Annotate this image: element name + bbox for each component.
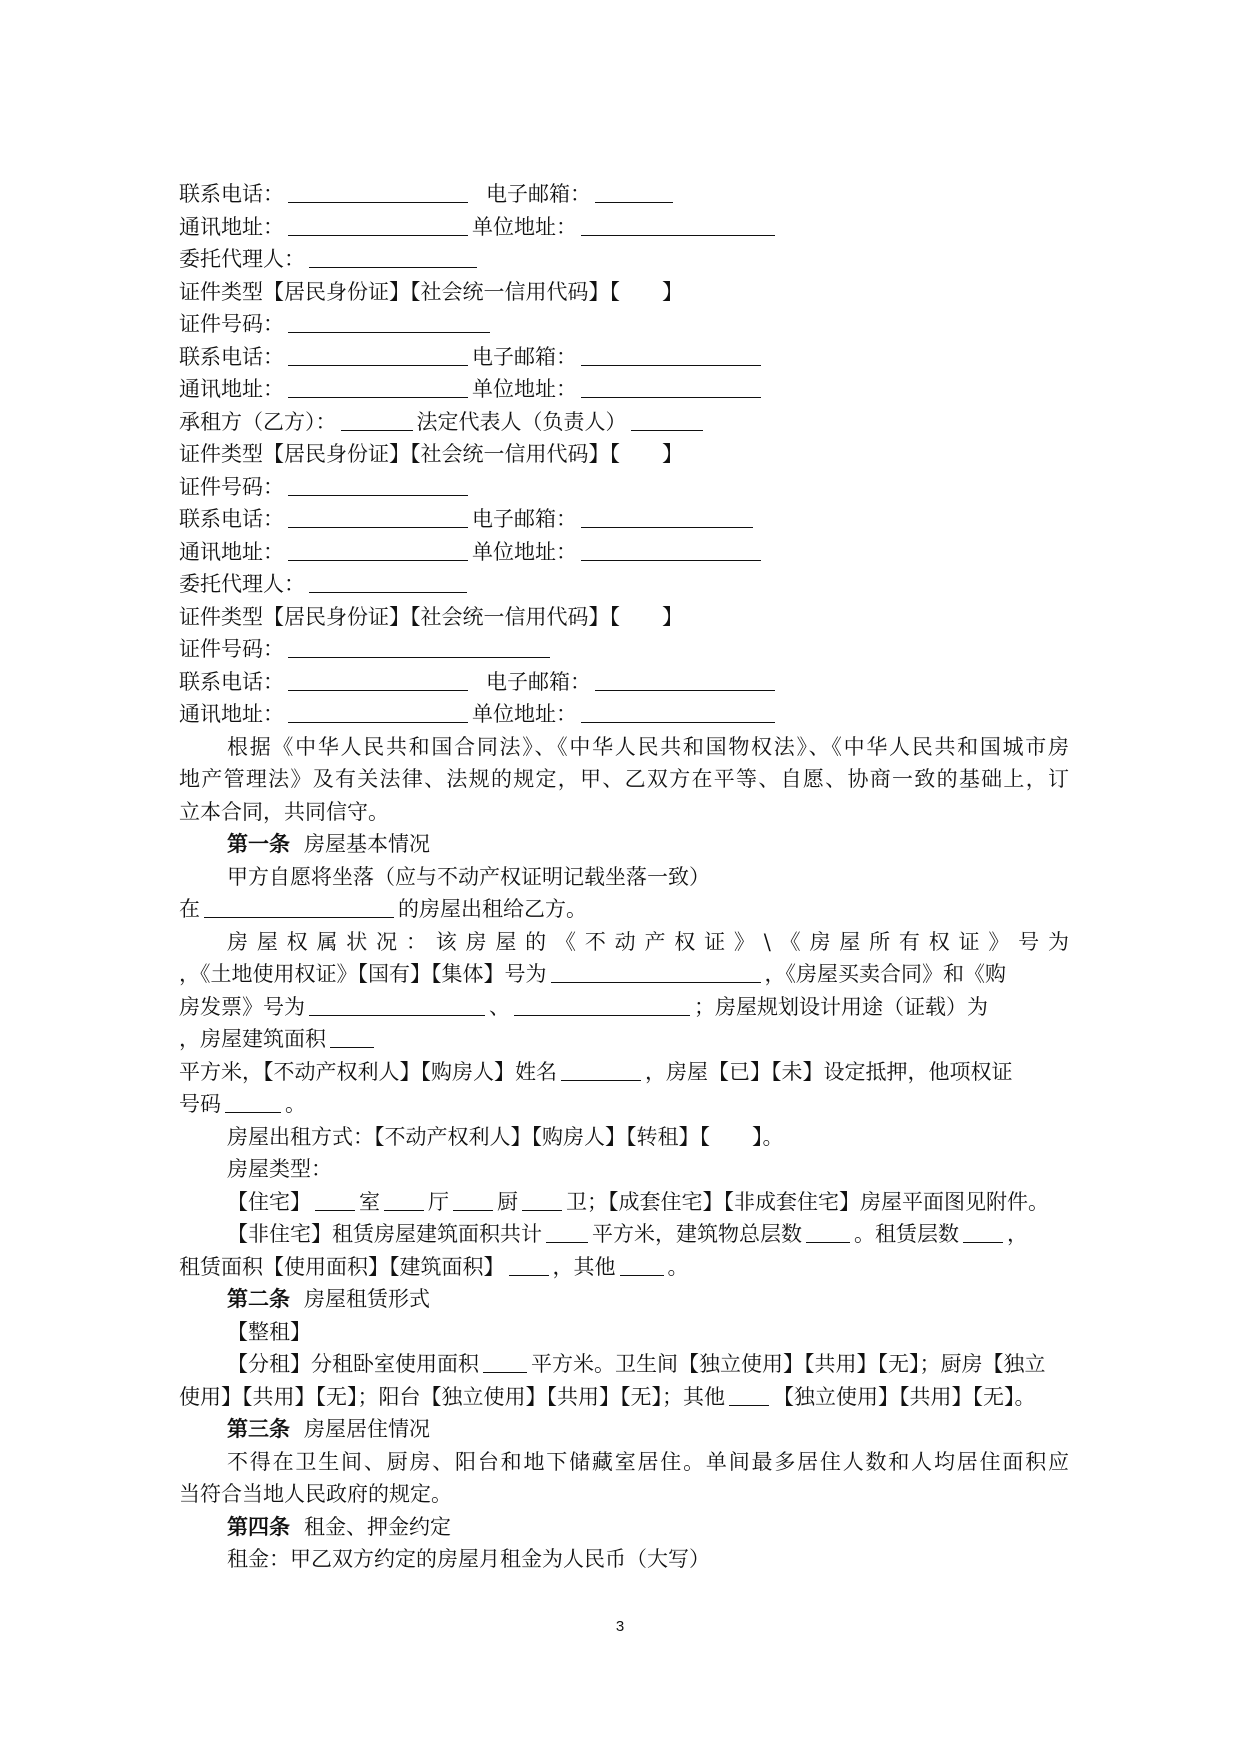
right-cert-no-blank[interactable] bbox=[225, 1091, 281, 1113]
property-location-blank[interactable] bbox=[204, 896, 394, 918]
contract-no-blank[interactable] bbox=[309, 994, 485, 1016]
bedroom-area-blank[interactable] bbox=[483, 1351, 527, 1373]
halls-blank[interactable] bbox=[384, 1189, 424, 1211]
kitchens-blank[interactable] bbox=[453, 1189, 493, 1211]
intro-line-3: 立本合同，共同信守。 bbox=[179, 799, 389, 824]
cert-no-blank[interactable] bbox=[288, 311, 490, 333]
total-floors-blank[interactable] bbox=[806, 1221, 850, 1243]
agent-contact-line: 联系电话： 电子邮箱： bbox=[179, 341, 1069, 374]
lessee-rep-blank[interactable] bbox=[631, 409, 703, 431]
art2-whole-rent: 【整租】 bbox=[227, 1319, 311, 1344]
land-cert-no-blank[interactable] bbox=[551, 961, 761, 983]
email-blank[interactable] bbox=[581, 344, 761, 366]
rent-area-blank[interactable] bbox=[546, 1221, 588, 1243]
lessee-contact-line: 联系电话： 电子邮箱： bbox=[179, 503, 1069, 536]
agent-blank[interactable] bbox=[309, 246, 477, 268]
art1-address-line: 在 的房屋出租给乙方。 bbox=[179, 897, 587, 921]
lessee-name-blank[interactable] bbox=[341, 409, 413, 431]
owner-name-blank[interactable] bbox=[561, 1059, 641, 1081]
address-blank[interactable] bbox=[288, 701, 468, 723]
cert-no-blank[interactable] bbox=[288, 474, 468, 496]
art1-area-line: ，房屋建筑面积 bbox=[179, 1023, 1069, 1056]
art1-rent-area-line: 租赁面积【使用面积】【建筑面积】 ，其他 。 bbox=[179, 1254, 689, 1279]
phone-blank[interactable] bbox=[288, 669, 468, 691]
lessee-agent-line: 委托代理人： bbox=[179, 568, 1069, 601]
phone-blank[interactable] bbox=[288, 181, 468, 203]
agent-address-line: 通讯地址： 单位地址： bbox=[179, 373, 1069, 406]
building-area-blank[interactable] bbox=[330, 1026, 374, 1048]
other-facility-blank[interactable] bbox=[729, 1384, 769, 1406]
invoice-no-blank[interactable] bbox=[514, 994, 690, 1016]
intro-line-1: 根据《中华人民共和国合同法》、《中华人民共和国物权法》、《中华人民共和国城市房 bbox=[227, 734, 1069, 759]
art2-shared-rent-line: 【分租】分租卧室使用面积 平方米。卫生间【独立使用】【共用】【无】；厨房【独立 bbox=[227, 1352, 1046, 1376]
article-3-heading: 第三条 房屋居住情况 bbox=[227, 1417, 430, 1441]
art1-type-label: 房屋类型： bbox=[227, 1157, 332, 1181]
other-blank[interactable] bbox=[620, 1254, 664, 1276]
art3-line-2: 当符合当地人民政府的规定。 bbox=[179, 1482, 452, 1506]
phone-blank[interactable] bbox=[288, 344, 468, 366]
address-blank[interactable] bbox=[288, 376, 468, 398]
lessee-agent-contact-line: 联系电话： 电子邮箱： bbox=[179, 666, 1069, 699]
art1-ownership-line: 房屋权属状况：该房屋的《不动产权证》\《房屋所有权证》号为 bbox=[227, 929, 1069, 954]
article-1-heading: 第一条 房屋基本情况 bbox=[227, 832, 430, 856]
art1-nonresidential-line: 【非住宅】租赁房屋建筑面积共计 平方米，建筑物总层数 。租赁层数 ， bbox=[227, 1222, 1028, 1246]
art1-residential-line: 【住宅】 室 厅 厨 卫；【成套住宅】【非成套住宅】房屋平面图见附件。 bbox=[227, 1189, 1049, 1214]
unit-address-blank[interactable] bbox=[581, 539, 761, 561]
unit-address-blank[interactable] bbox=[581, 214, 775, 236]
lessor-contact-line: 联系电话： 电子邮箱： bbox=[179, 178, 1069, 211]
area-type-blank[interactable] bbox=[509, 1254, 549, 1276]
lessee-cert-no-line: 证件号码： bbox=[179, 471, 1069, 504]
unit-address-blank[interactable] bbox=[581, 701, 775, 723]
lessee-agent-address-line: 通讯地址： 单位地址： bbox=[179, 698, 1069, 731]
email-blank[interactable] bbox=[581, 506, 753, 528]
contract-page bbox=[179, 178, 1069, 1576]
phone-blank[interactable] bbox=[288, 506, 468, 528]
unit-address-blank[interactable] bbox=[581, 376, 761, 398]
bathrooms-blank[interactable] bbox=[522, 1189, 562, 1211]
cert-no-blank[interactable] bbox=[288, 636, 550, 658]
lessor-agent-line: 委托代理人： bbox=[179, 243, 1069, 276]
email-blank[interactable] bbox=[595, 669, 775, 691]
art3-line-1: 不得在卫生间、厨房、阳台和地下储藏室居住。单间最多居住人数和人均居住面积应 bbox=[227, 1449, 1069, 1474]
address-blank[interactable] bbox=[288, 539, 468, 561]
intro-line-2: 地产管理法》及有关法律、法规的规定，甲、乙双方在平等、自愿、协商一致的基础上，订 bbox=[179, 767, 1069, 791]
art4-rent-line: 租金：甲乙双方约定的房屋月租金为人民币（大写） bbox=[227, 1547, 710, 1571]
lessee-address-line: 通讯地址： 单位地址： bbox=[179, 536, 1069, 569]
art1-rent-mode-line: 房屋出租方式：【不动产权利人】【购房人】【转租】【 】。 bbox=[227, 1124, 784, 1149]
art1-owner-line: 平方米，【不动产权利人】【购房人】姓名 ，房屋【已】【未】设定抵押，他项权证 bbox=[179, 1059, 1013, 1084]
address-blank[interactable] bbox=[288, 214, 468, 236]
article-4-heading: 第四条 租金、押金约定 bbox=[227, 1514, 451, 1539]
email-blank[interactable] bbox=[595, 181, 673, 203]
art1-right-cert-line: 号码 。 bbox=[179, 1092, 306, 1116]
agent-blank[interactable] bbox=[309, 571, 467, 593]
lessee-cert-type-line: 证件类型【居民身份证】【社会统一信用代码】【 】 bbox=[179, 442, 683, 466]
article-2-heading: 第二条 房屋租赁形式 bbox=[227, 1287, 430, 1311]
page-number: 3 bbox=[615, 1618, 625, 1635]
art1-land-cert-line: ，《土地使用权证》【国有】【集体】号为 ，《房屋买卖合同》和《购 bbox=[179, 962, 1006, 986]
rooms-blank[interactable] bbox=[315, 1189, 355, 1211]
art1-location-line: 甲方自愿将坐落（应与不动产权证明记载坐落一致） bbox=[227, 864, 710, 889]
rent-floors-blank[interactable] bbox=[963, 1221, 1003, 1243]
agent-cert-type-line: 证件类型【居民身份证】【社会统一信用代码】【 】 bbox=[179, 279, 683, 304]
agent-cert-no-line: 证件号码： bbox=[179, 308, 1069, 341]
lessee-agent-cert-no-line: 证件号码： bbox=[179, 633, 1069, 666]
art1-invoice-line: 房发票》号为 、 ；房屋规划设计用途（证载）为 bbox=[179, 994, 988, 1019]
lessor-address-line: 通讯地址： 单位地址： bbox=[179, 211, 1069, 244]
lessee-name-line: 承租方（乙方）： 法定代表人（负责人） bbox=[179, 406, 1069, 439]
lessee-agent-cert-type-line: 证件类型【居民身份证】【社会统一信用代码】【 】 bbox=[179, 604, 683, 629]
art2-shared-facilities-line: 使用】【共用】【无】；阳台【独立使用】【共用】【无】；其他 【独立使用】【共用】【无】。 bbox=[179, 1384, 1036, 1409]
